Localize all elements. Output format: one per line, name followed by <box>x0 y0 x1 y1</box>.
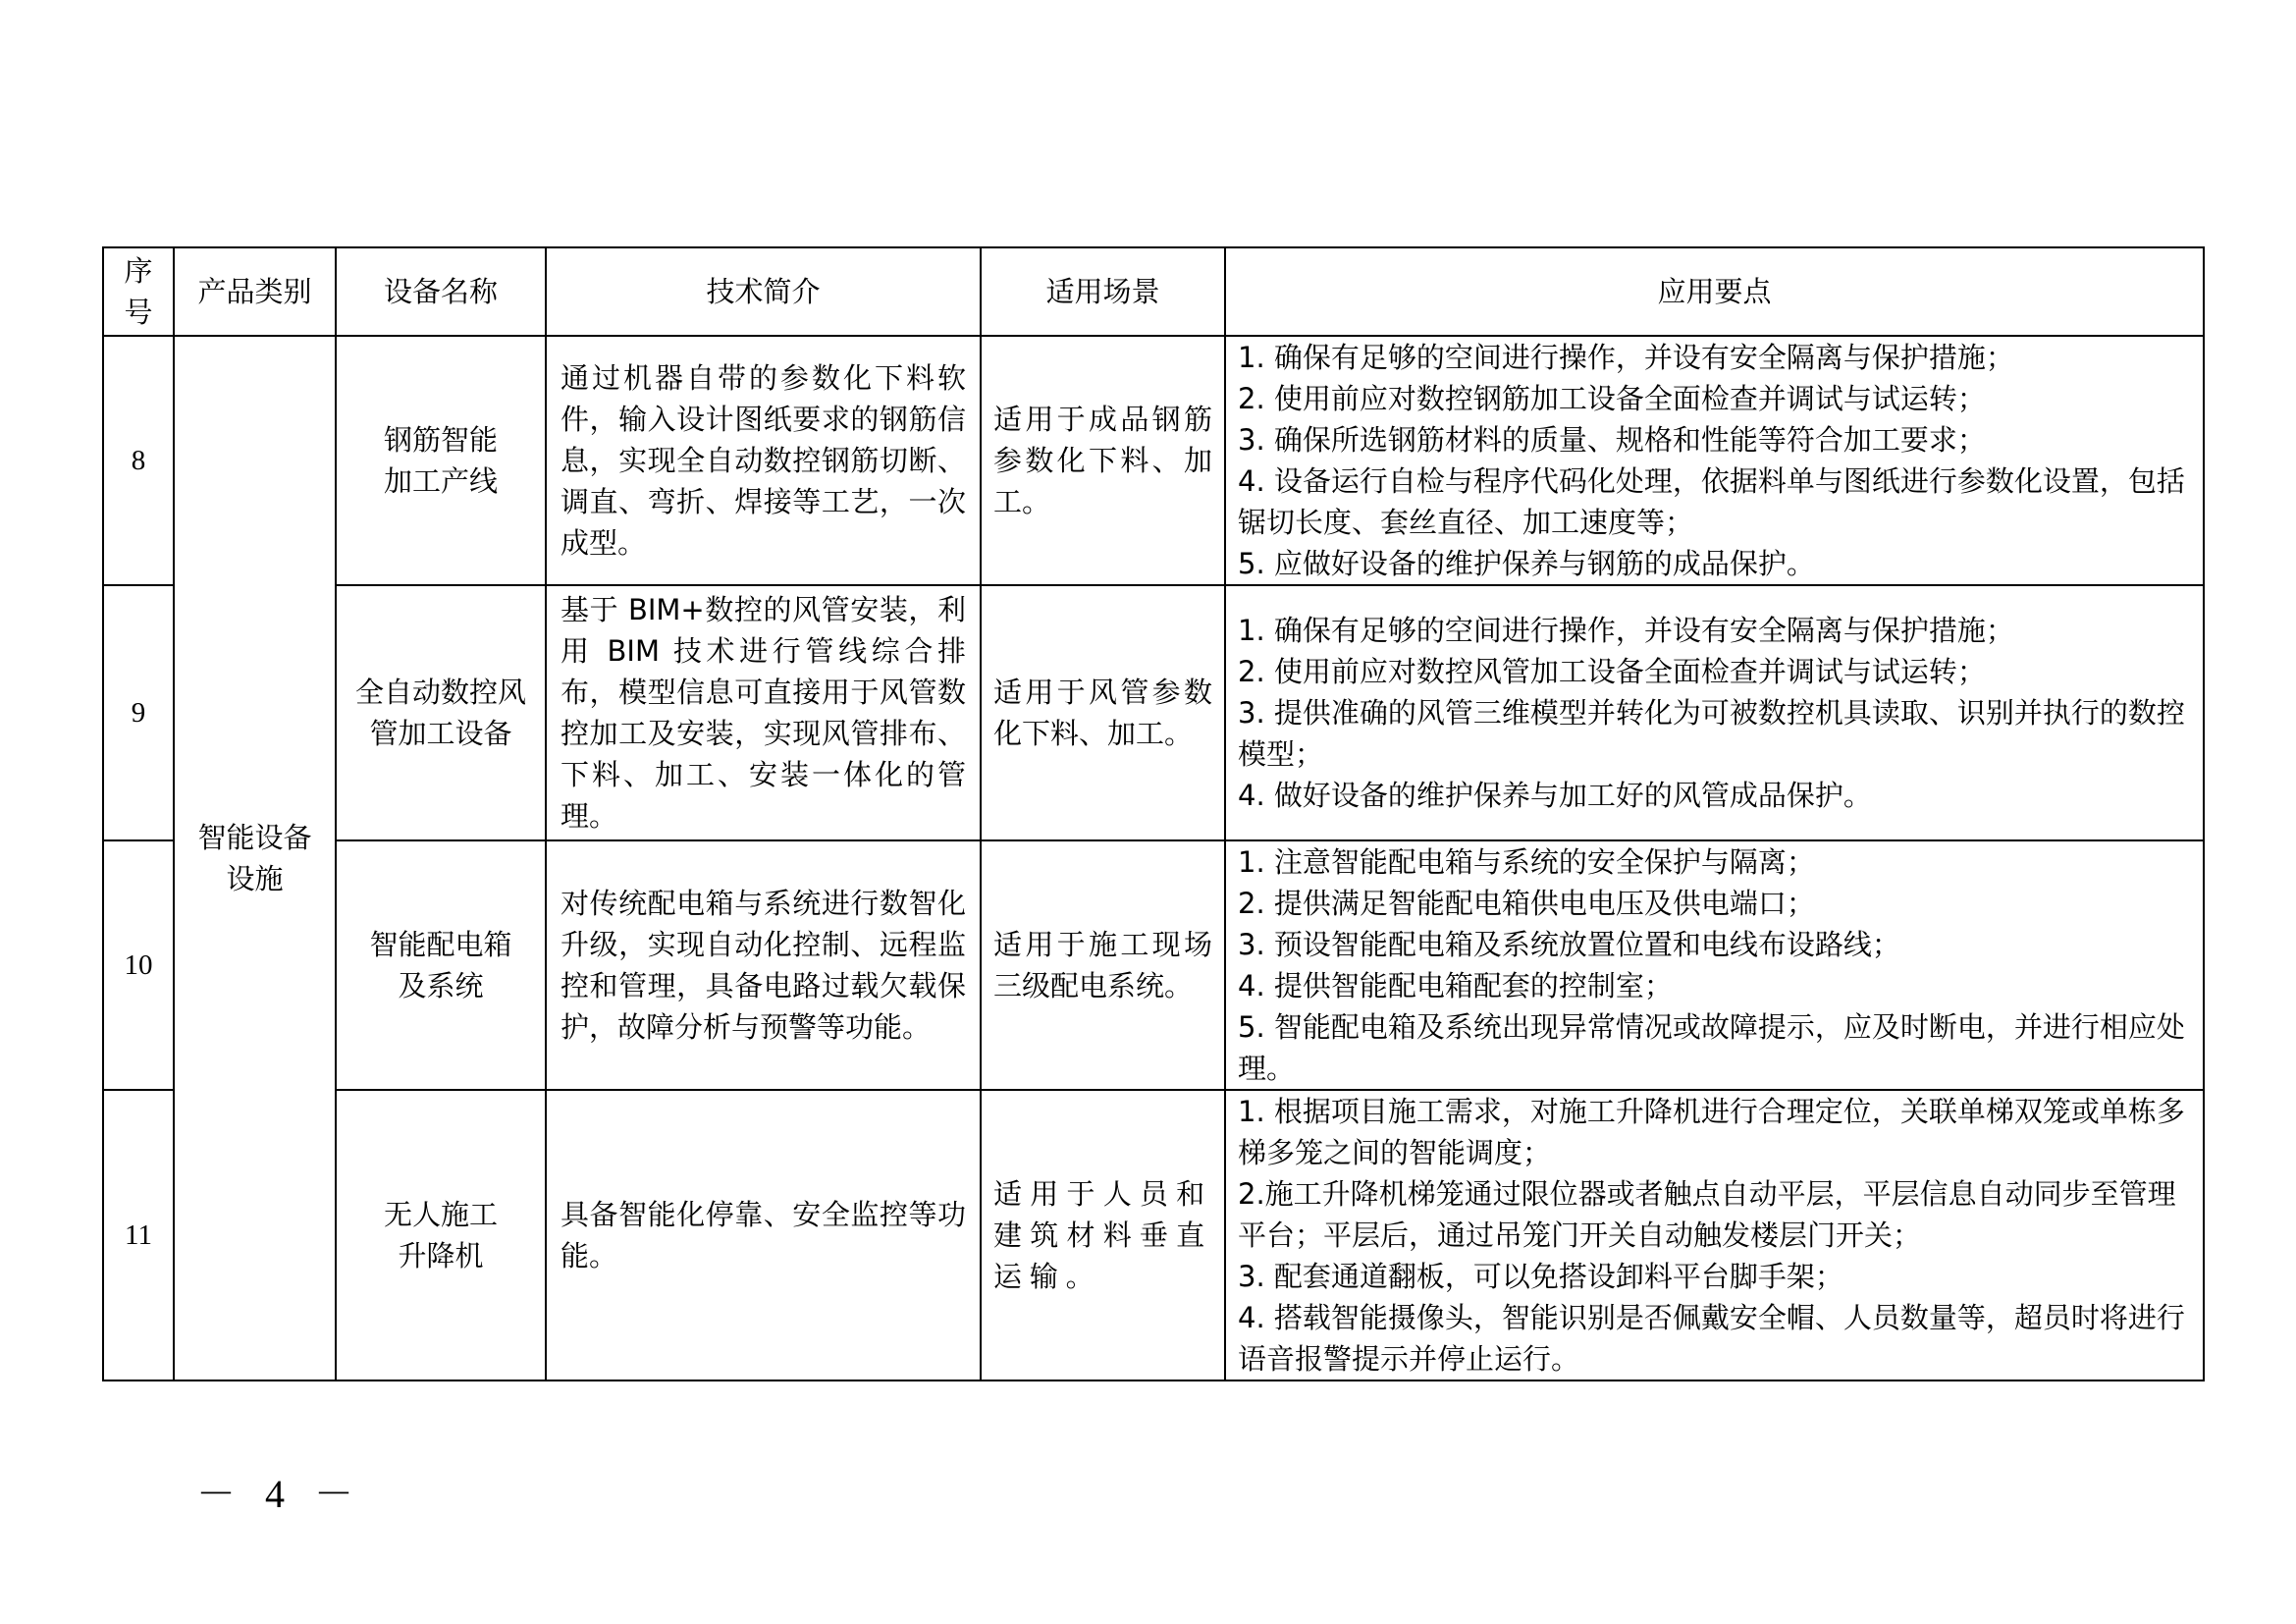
point-item: 4. 搭载智能摄像头，智能识别是否佩戴安全帽、人员数量等，超员时将进行语音报警提示并停止运行。 <box>1238 1301 2185 1376</box>
tech-description: 基于 BIM+数控的风管安装，利用 BIM 技术进行管线综合排布，模型信息可直接用于风管数控加工及安装，实现风管排布、下料、加工、安装一体化的管理。 <box>546 585 981 840</box>
application-points <box>1225 585 2204 840</box>
table-row <box>103 840 2204 1090</box>
category-cell: 智能设备设施 <box>174 336 336 1380</box>
table-header-row <box>103 247 2204 336</box>
application-points <box>1225 840 2204 1090</box>
device-name: 全自动数控风管加工设备 <box>336 585 546 840</box>
device-name: 智能配电箱及系统 <box>336 840 546 1090</box>
table-row <box>103 585 2204 840</box>
point-item: 2.施工升降机梯笼通过限位器或者触点自动平层，平层信息自动同步至管理平台；平层后，通过吊笼门开关自动触发楼层门开关； <box>1238 1177 2176 1252</box>
point-item: 3. 预设智能配电箱及系统放置位置和电线布设路线； <box>1238 928 1900 961</box>
page-number: － 4 － <box>196 1472 363 1516</box>
point-item: 2. 提供满足智能配电箱供电电压及供电端口； <box>1238 887 1815 920</box>
row-number: 8 <box>103 336 174 585</box>
point-item: 5. 应做好设备的维护保养与钢筋的成品保护。 <box>1238 547 1815 580</box>
application-scene: 适用于成品钢筋参数化下料、加工。 <box>981 336 1225 585</box>
application-scene: 适用于施工现场三级配电系统。 <box>981 840 1225 1090</box>
point-item: 5. 智能配电箱及系统出现异常情况或故障提示，应及时断电，并进行相应处理。 <box>1238 1010 2185 1085</box>
application-points <box>1225 336 2204 585</box>
point-item: 3. 配套通道翻板，可以免搭设卸料平台脚手架； <box>1238 1260 1843 1293</box>
table-row <box>103 1090 2204 1380</box>
point-item: 4. 设备运行自检与程序代码化处理，依据料单与图纸进行参数化设置，包括锯切长度、套丝直径、加工速度等； <box>1238 464 2185 539</box>
point-item: 4. 做好设备的维护保养与加工好的风管成品保护。 <box>1238 779 1872 812</box>
row-number: 9 <box>103 585 174 840</box>
point-item: 2. 使用前应对数控风管加工设备全面检查并调试与试运转； <box>1238 655 1986 688</box>
tech-description: 对传统配电箱与系统进行数智化升级，实现自动化控制、远程监控和管理，具备电路过载欠载保护，故障分析与预警等功能。 <box>546 840 981 1090</box>
point-item: 1. 确保有足够的空间进行操作，并设有安全隔离与保护措施； <box>1238 341 2014 374</box>
header-no: 序号 <box>103 247 174 336</box>
header-points: 应用要点 <box>1225 247 2204 336</box>
row-number: 11 <box>103 1090 174 1380</box>
point-item: 2. 使用前应对数控钢筋加工设备全面检查并调试与试运转； <box>1238 382 1986 415</box>
point-item: 4. 提供智能配电箱配套的控制室； <box>1238 969 1673 1002</box>
header-scene: 适用场景 <box>981 247 1225 336</box>
point-item: 3. 提供准确的风管三维模型并转化为可被数控机具读取、识别并执行的数控模型； <box>1238 696 2185 771</box>
header-device: 设备名称 <box>336 247 546 336</box>
tech-description: 通过机器自带的参数化下料软件，输入设计图纸要求的钢筋信息，实现全自动数控钢筋切断、调直、弯折、焊接等工艺，一次成型。 <box>546 336 981 585</box>
point-item: 1. 确保有足够的空间进行操作，并设有安全隔离与保护措施； <box>1238 614 2014 647</box>
equipment-table <box>102 246 2205 1381</box>
device-name: 钢筋智能加工产线 <box>336 336 546 585</box>
header-category: 产品类别 <box>174 247 336 336</box>
row-number: 10 <box>103 840 174 1090</box>
application-points <box>1225 1090 2204 1380</box>
header-tech: 技术简介 <box>546 247 981 336</box>
point-item: 3. 确保所选钢筋材料的质量、规格和性能等符合加工要求； <box>1238 423 1986 457</box>
application-scene: 适用于人员和建筑材料垂直运输。 <box>981 1090 1225 1380</box>
tech-description: 具备智能化停靠、安全监控等功能。 <box>546 1090 981 1380</box>
point-item: 1. 注意智能配电箱与系统的安全保护与隔离； <box>1238 845 1815 879</box>
application-scene: 适用于风管参数化下料、加工。 <box>981 585 1225 840</box>
device-name: 无人施工升降机 <box>336 1090 546 1380</box>
table-row <box>103 336 2204 585</box>
point-item: 1. 根据项目施工需求，对施工升降机进行合理定位，关联单梯双笼或单栋多梯多笼之间的智能调度； <box>1238 1095 2185 1169</box>
